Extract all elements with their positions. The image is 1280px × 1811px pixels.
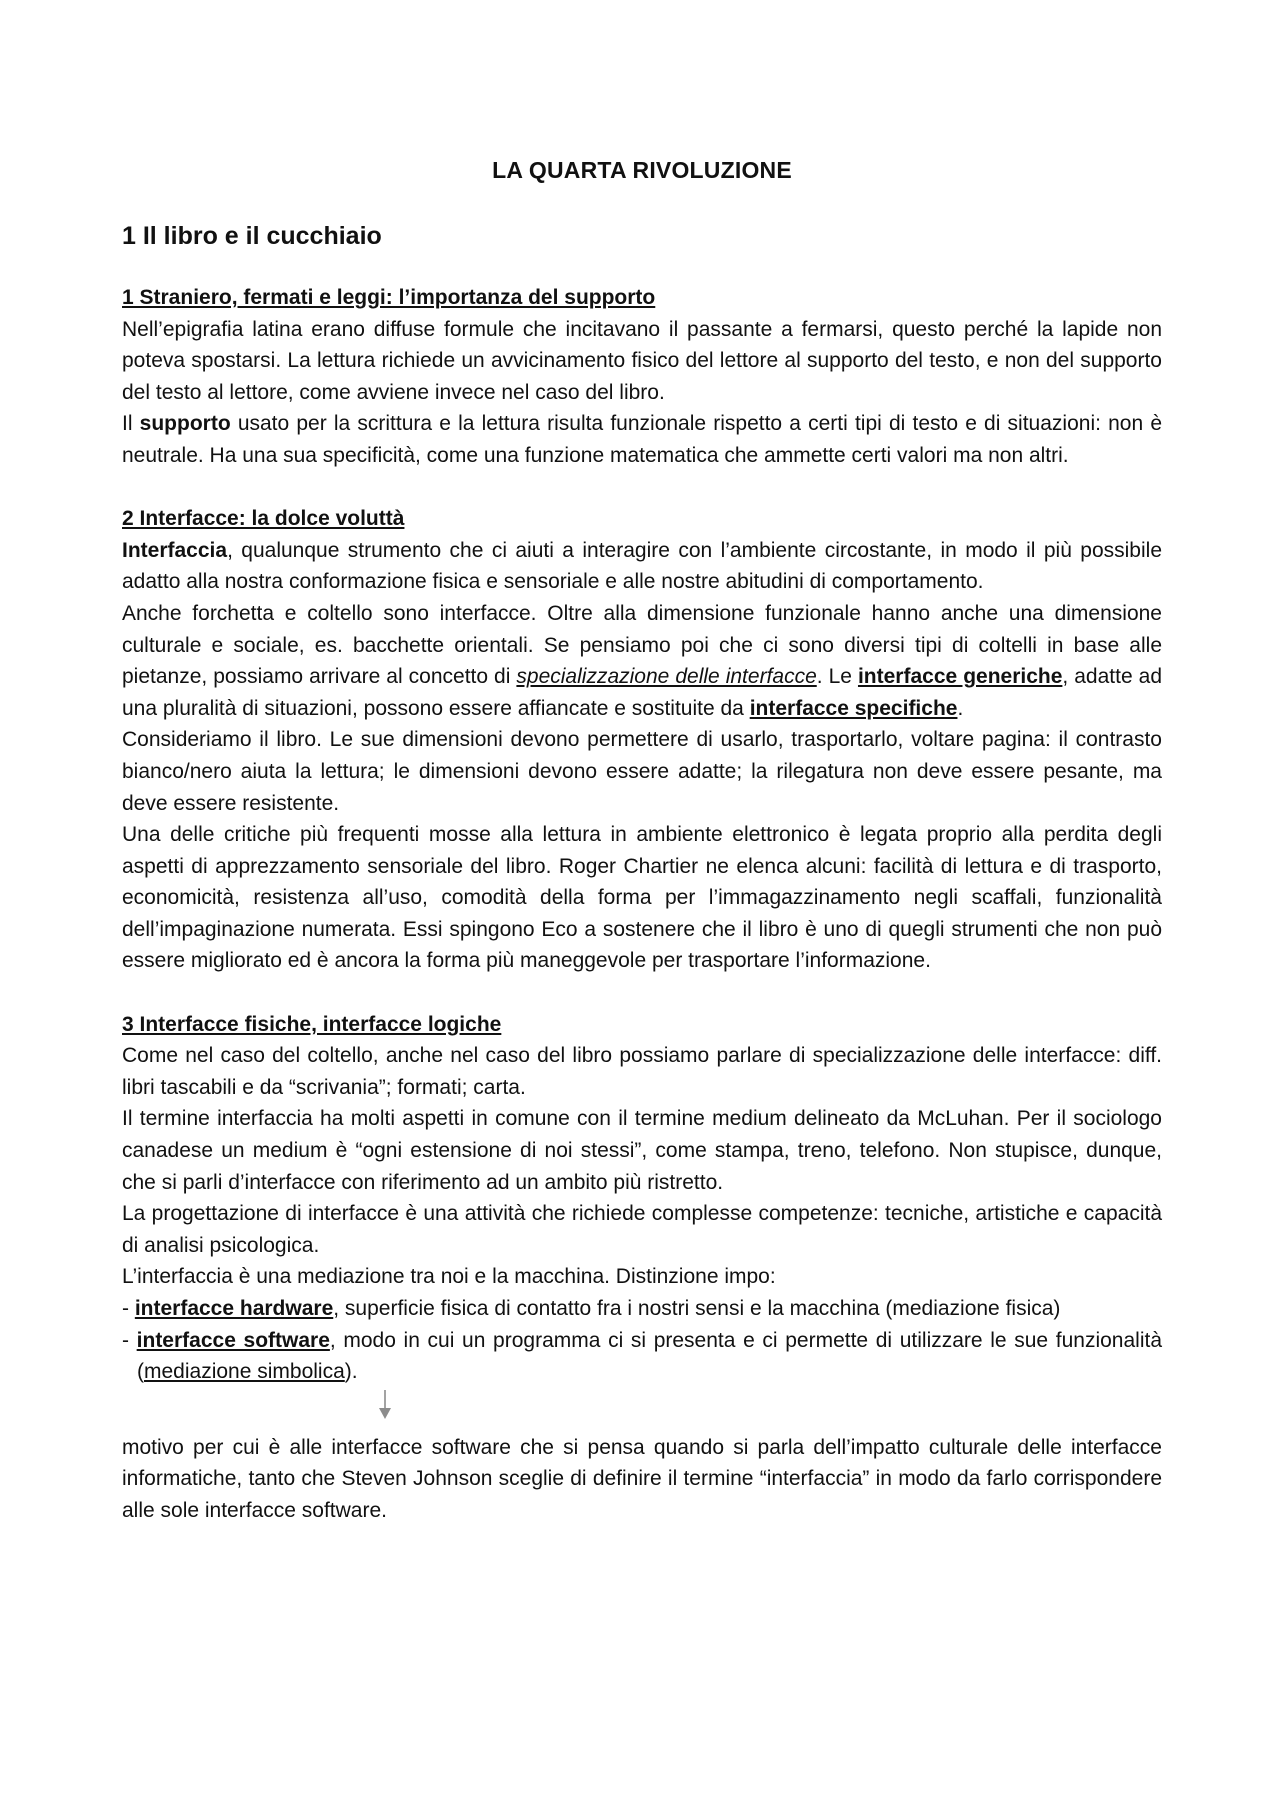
text-run: Anche forchetta e coltello sono interfacce. Oltre alla dimensione funzionale hanno anche una dimensione culturale e sociale, es. bacchette orientali. Se pensiamo poi che ci sono diversi tipi di coltelli in base alle pietanze, possiamo arrivare al concetto di — [122, 601, 1162, 689]
text-run: usato per la scrittura e la lettura risulta funzionale rispetto a certi tipi di testo e di situazioni: non è neutrale. Ha una sua specificità, come una funzione matematica che ammette certi valori ma non altri. — [122, 412, 1162, 467]
text-run: , adatte ad una pluralità di situazioni, possono essere affiancate e sostituite da — [122, 665, 1162, 720]
bold-term-interfacce-hardware: interfacce hardware — [134, 1297, 334, 1320]
chapter-title: 1 Il libro e il cucchiaio — [122, 222, 382, 250]
bold-term-supporto: supporto — [139, 412, 231, 436]
section-1-heading: 1 Straniero, fermati e leggi: l’importanza del supporto — [122, 286, 656, 309]
text-run: , modo in cui un programma ci si presenta e ci permette di utilizzare le sue funzionalità ( — [137, 1328, 1163, 1384]
section-3-paragraph-5: motivo per cui è alle interfacce software che si pensa quando si parla dell’impatto culturale delle interfacce informatiche, tanto che Steven Johnson sceglie di definire il termine “interfaccia” in modo da farlo corrispondere alle sole interfacce software. — [122, 1435, 1162, 1522]
section-3-heading: 3 Interfacce fisiche, interfacce logiche — [122, 1012, 502, 1036]
bold-term-interfacce-generiche: interfacce generiche — [857, 665, 1063, 689]
section-2-paragraph-3: Consideriamo il libro. Le sue dimensioni devono permettere di usarlo, trasportarlo, voltare pagina: il contrasto bianco/nero aiuta la lettura; le dimensioni devono essere adatte; la rilegatura non deve essere pesante, ma deve essere resistente. — [122, 728, 1162, 815]
section-1-paragraph-2 — [122, 408, 1162, 471]
section-2-paragraph-2 — [122, 598, 1162, 724]
section-3-paragraph-3: La progettazione di interfacce è una attività che richiede complesse competenze: tecniche, artistiche e capacità di analisi psicologica. — [122, 1202, 1162, 1257]
italic-term-specializzazione: specializzazione delle interfacce — [516, 665, 817, 689]
text-run: ). — [344, 1360, 358, 1384]
document-body — [122, 150, 1162, 1527]
section-3-paragraph-2: Il termine interfaccia ha molti aspetti in comune con il termine medium delineato da McLuhan. Per il sociologo canadese un medium è “ogni estensione di noi stessi”, come stampa, treno, telefono. Non stupisce, dunque, che si parli d’interfacce con riferimento ad un ambito più ristretto. — [122, 1107, 1162, 1194]
list-dash: - — [122, 1328, 137, 1352]
list-dash: - — [122, 1297, 135, 1320]
paragraph-spacer — [122, 472, 1162, 504]
bold-term-interfacce-software: interfacce software — [136, 1328, 330, 1352]
arrow-down-icon — [378, 1390, 392, 1420]
arrow-row — [122, 1388, 1162, 1432]
section-2-heading: 2 Interfacce: la dolce voluttà — [122, 507, 405, 531]
list-item-software — [122, 1325, 1162, 1388]
text-run: Il — [122, 412, 140, 436]
section-1-paragraph-1: Nell’epigrafia latina erano diffuse formule che incitavano il passante a fermarsi, questo perché la lapide non poteva spostarsi. La lettura richiede un avvicinamento fisico del lettore al supporto del testo, e non del supporto del testo al lettore, come avviene invece nel caso del libro. — [122, 317, 1162, 404]
text-run: . — [957, 696, 964, 720]
section-3-paragraph-4: L’interfaccia è una mediazione tra noi e la macchina. Distinzione impo: — [122, 1265, 776, 1289]
paragraph-spacer — [122, 977, 1162, 1009]
underlined-term-mediazione-simbolica: mediazione simbolica — [144, 1360, 345, 1384]
section-2-paragraph-1 — [122, 535, 1162, 598]
document-title: LA QUARTA RIVOLUZIONE — [492, 157, 792, 183]
text-run: . Le — [816, 665, 858, 689]
section-3-paragraph-1: Come nel caso del coltello, anche nel caso del libro possiamo parlare di specializzazione delle interfacce: diff. libri tascabili e da “scrivania”; formati; carta. — [122, 1044, 1162, 1099]
section-2-paragraph-4: Una delle critiche più frequenti mosse alla lettura in ambiente elettronico è legata proprio alla perdita degli aspetti di apprezzamento sensoriale del libro. Roger Chartier ne elenca alcuni: facilità di lettura e di trasporto, economicità, resistenza all’uso, comodità della forma per l’immagazzinamento negli scaffali, funzionalità dell’impaginazione numerata. Essi spingono Eco a sostenere che il libro è uno di quegli strumenti che non può essere migliorato ed è ancora la forma più maneggevole per trasportare l’informazione. — [122, 823, 1162, 973]
text-run: , qualunque strumento che ci aiuti a interagire con l’ambiente circostante, in modo il più possibile adatto alla nostra conformazione fisica e sensoriale e alle nostre abitudini di comportamento. — [122, 538, 1162, 594]
list-item-hardware — [122, 1293, 1162, 1325]
bold-term-interfaccia: Interfaccia — [122, 538, 228, 562]
text-run: , superficie fisica di contatto fra i nostri sensi e la macchina (mediazione fisica) — [333, 1297, 1061, 1320]
bold-term-interfacce-specifiche: interfacce specifiche — [749, 696, 958, 720]
